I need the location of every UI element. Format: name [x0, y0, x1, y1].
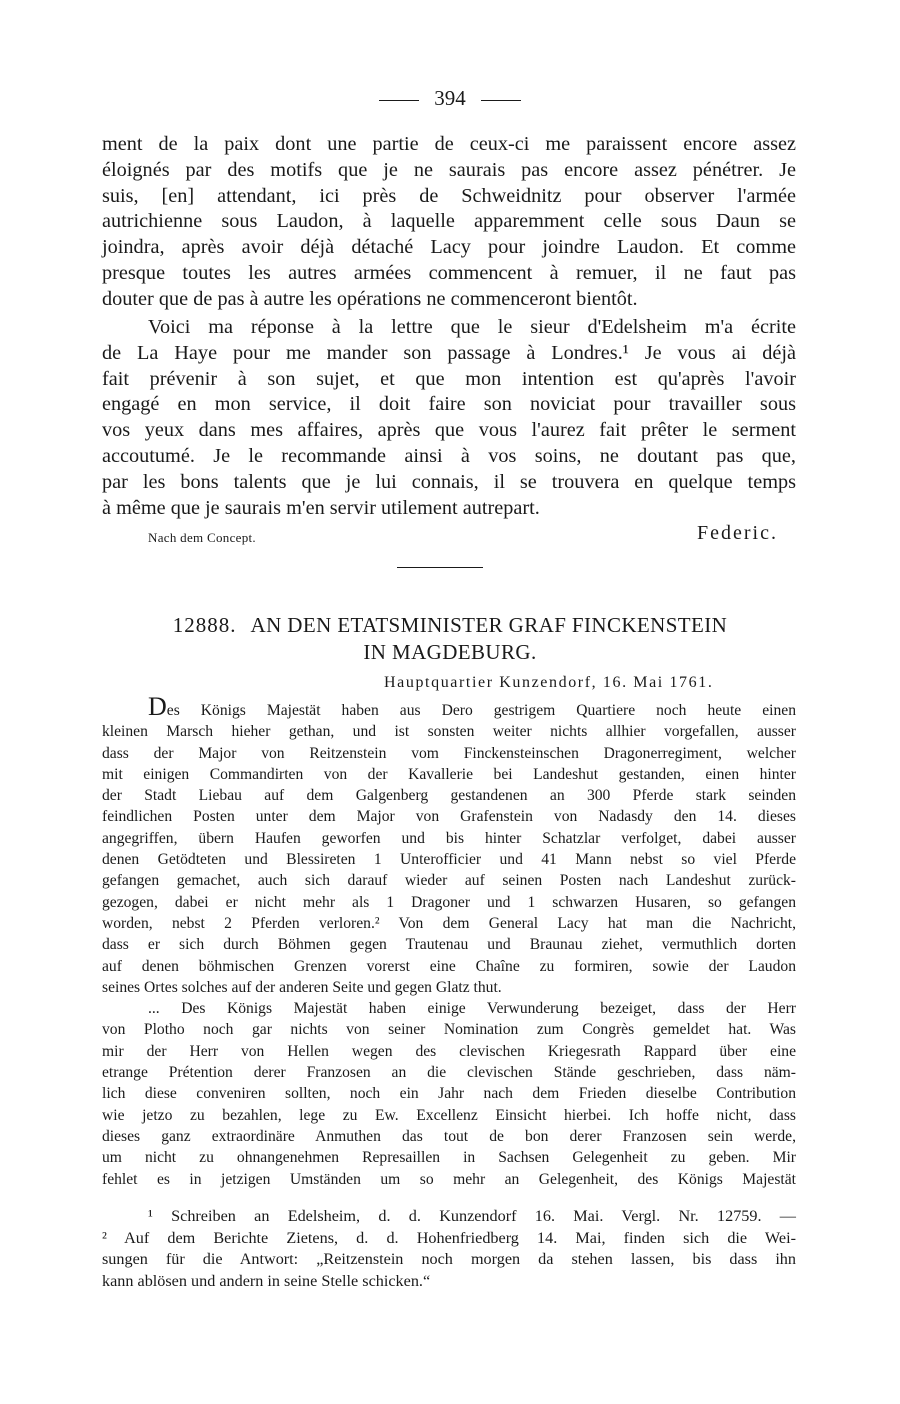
- text-line: von Plotho noch gar nichts von seiner Nomination zum Congrès gemeldet hat. Was: [102, 1021, 796, 1039]
- text-line: mit einigen Commandirten von der Kavallerie bei Landeshut gestanden, einen hinter: [102, 765, 796, 783]
- letter-paragraph-2: [102, 315, 796, 521]
- first-line-rest: es Königs Majestät haben aus Dero gestrigem Quartiere noch heute einen: [166, 702, 796, 719]
- footnote-line: kann ablösen und andern in seine Stelle schicken.“: [102, 1271, 431, 1290]
- text-line: par les bons talents que je lui connais, il se trouvera en quelque temps: [102, 470, 796, 493]
- letter-paragraph-1: [102, 132, 796, 313]
- page-number: 394: [434, 86, 466, 110]
- text-line: à même que je saurais m'en servir utilement autrepart.: [102, 496, 540, 519]
- text-line: dieses ganz extraordinäre Anmuthen das tout de bon derer Franzosen sein werde,: [102, 1127, 796, 1145]
- text-line: denen Getödteten und Blessireten 1 Unterofficier und 41 Mann nebst so viel Pferde: [102, 851, 796, 869]
- text-line: seines Ortes solches auf der anderen Seite und gegen Glatz thut.: [102, 978, 502, 996]
- page-header: [0, 86, 900, 111]
- text-line: worden, nebst 2 Pferden verloren.² Von dem General Lacy hat man die Nachricht,: [102, 914, 796, 932]
- signature: Federic.: [697, 522, 778, 544]
- text-line: angegriffen, übern Haufen geworfen und bis hinter Schatzlar verfolget, dabei ausser: [102, 829, 796, 847]
- text-line: autrichienne sous Laudon, à laquelle apparemment celle sous Daun se: [102, 210, 796, 233]
- header-rule-right: [481, 100, 521, 101]
- heading-text: AN DEN ETATSMINISTER GRAF FINCKENSTEIN: [250, 613, 728, 637]
- text-line: de La Haye pour me mander son passage à Londres.¹ Je vous ai déjà: [102, 341, 796, 364]
- text-line: lich diese conveniren sollten, noch ein Jahr nach dem Frieden dieselbe Contribution: [102, 1085, 796, 1103]
- document-heading: [0, 612, 900, 666]
- text-line: ... Des Königs Majestät haben einige Verwunderung bezeiget, dass der Herr: [148, 1000, 796, 1018]
- text-line: wie jetzo zu bezahlen, lege zu Ew. Excellenz Einsicht hierbei. Ich hoffe nicht, dass: [102, 1106, 796, 1124]
- text-line: [102, 692, 796, 721]
- dateline: Hauptquartier Kunzendorf, 16. Mai 1761.: [384, 674, 714, 691]
- text-line: dass er sich durch Böhmen gegen Trautenau und Braunau ziehet, vermuthlich dorten: [102, 936, 796, 954]
- section-divider: [397, 567, 483, 568]
- text-line: ment de la paix dont une partie de ceux-ci me paraissent encore assez: [102, 133, 796, 155]
- text-line: fehlet es in jetzigen Umständen um so mehr an Gelegenheit, des Königs Majestät: [102, 1170, 796, 1188]
- text-line: kleinen Marsch hieher gethan, und ist sonsten weiter nichts allhier vorgefallen, ausser: [102, 723, 796, 741]
- text-line: engagé en mon service, il doit faire son noviciat pour travailler sous: [102, 393, 796, 416]
- footnotes: [102, 1206, 796, 1292]
- text-line: auf denen böhmischen Grenzen vorerst eine Chaîne zu formiren, sowie der Laudon: [102, 957, 796, 975]
- document-number: 12888.: [172, 613, 237, 637]
- text-line: etrange Prétention derer Franzosen an die clevischen Stände geschrieben, dass näm-: [102, 1064, 796, 1082]
- header-rule-left: [379, 100, 419, 101]
- footnote-line: sungen für die Antwort: „Reitzenstein noch morgen da stehen lassen, bis dass ihn: [102, 1250, 796, 1269]
- text-line: suis, [en] attendant, ici près de Schweidnitz pour observer l'armée: [102, 184, 796, 207]
- text-line: um nicht zu ohnangenehmen Represaillen in Sachsen Gelegenheit zu geben. Mir: [102, 1149, 796, 1167]
- footnote-line: ¹ Schreiben an Edelsheim, d. d. Kunzendorf 16. Mai. Vergl. Nr. 12759. —: [148, 1207, 796, 1225]
- text-line: feindlichen Posten unter dem Major von Grafenstein von Nadasdy den 14. dieses: [102, 808, 796, 826]
- text-line: Voici ma réponse à la lettre que le sieur d'Edelsheim m'a écrite: [148, 316, 796, 338]
- text-line: accoutumé. Je le recommande ainsi à vos soins, ne doutant pas que,: [102, 444, 796, 467]
- text-line: gezogen, dabei er nicht mehr als 1 Dragoner und 1 schwarzen Husaren, so gefangen: [102, 893, 796, 911]
- text-line: presque toutes les autres armées commencent à remuer, il ne faut pas: [102, 261, 796, 284]
- text-line: der Stadt Liebau auf dem Galgenberg gestandenen an 300 Pferde stark seinden: [102, 787, 796, 805]
- heading-line-1: [0, 612, 900, 639]
- document-body: [102, 692, 796, 1190]
- text-line: douter que de pas à autre les opérations ne commenceront bientôt.: [102, 287, 638, 310]
- text-line: fait prévenir à son sujet, et que mon intention est qu'après l'avoir: [102, 367, 796, 390]
- text-line: gefangen gemachet, auch sich darauf wieder auf seinen Posten nach Landeshut zurück-: [102, 872, 796, 890]
- text-line: joindra, après avoir déjà détaché Lacy pour joindre Laudon. Et comme: [102, 236, 796, 259]
- text-line: vos yeux dans mes affaires, après que vous l'aurez fait prêter le serment: [102, 419, 796, 442]
- footnote-line: ² Auf dem Berichte Zietens, d. d. Hohenfriedberg 14. Mai, finden sich die Wei-: [102, 1228, 796, 1247]
- text-line: dass der Major von Reitzenstein vom Finckensteinschen Dragonerregiment, welcher: [102, 744, 796, 762]
- source-note: Nach dem Concept.: [148, 530, 256, 545]
- dropcap: D: [148, 692, 167, 721]
- text-line: mir der Herr von Hellen wegen des clevischen Kriegesrath Rappard über eine: [102, 1042, 796, 1060]
- text-line: éloignés par des motifs que je ne saurais pas encore assez pénétrer. Je: [102, 158, 796, 181]
- heading-line-2: IN MAGDEBURG.: [363, 640, 537, 664]
